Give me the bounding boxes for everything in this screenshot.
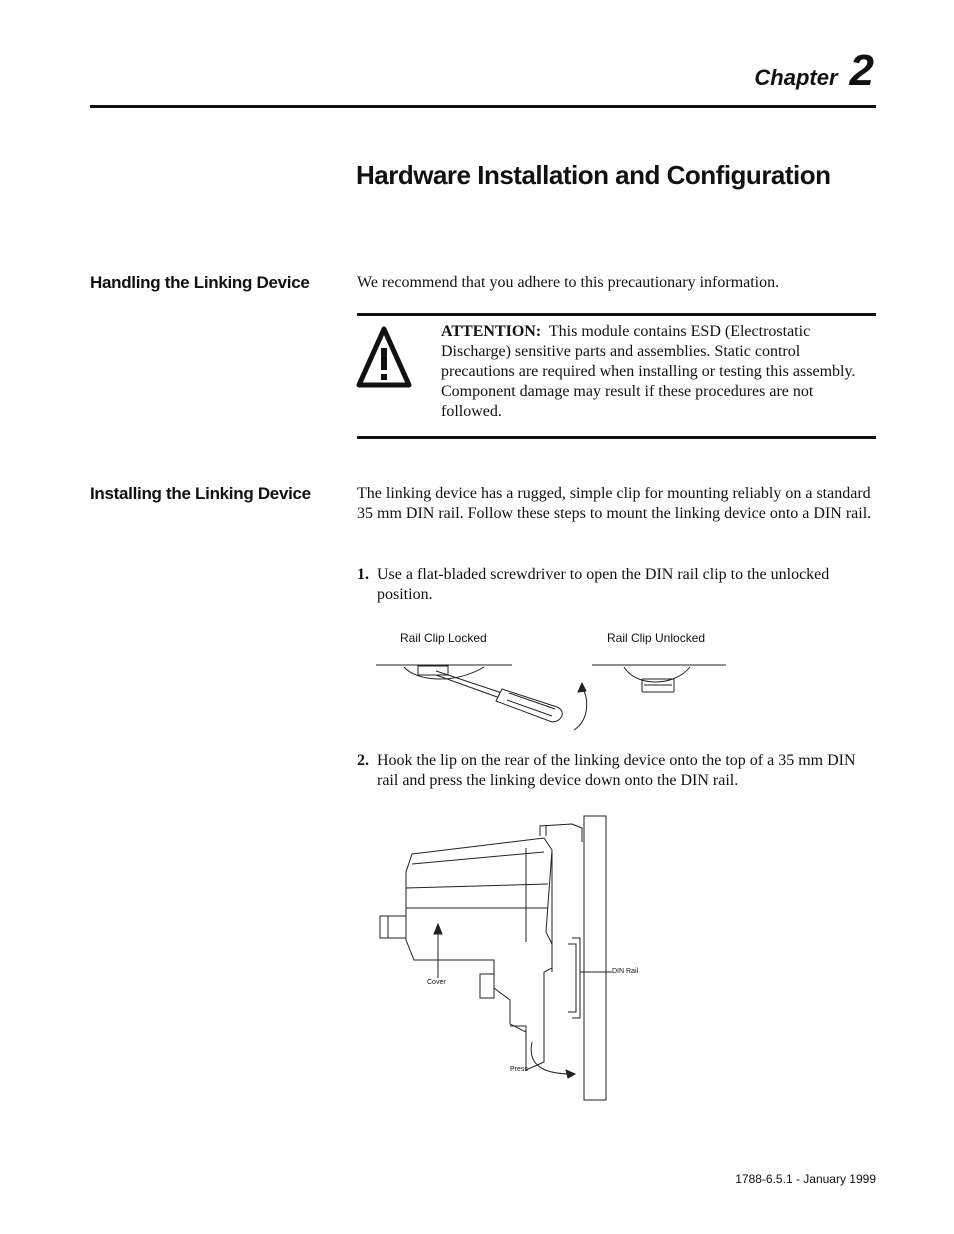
figure-label-unlocked: Rail Clip Unlocked [607,631,706,645]
attention-label: ATTENTION: [441,323,542,340]
attention-message [441,322,871,422]
chapter-number: 2 [849,46,874,95]
header-rule [90,105,876,108]
installing-intro: The linking device has a rugged, simple clip for mounting reliably on a standard 35 mm DIN rail. Follow these steps to mount the linking device onto a DIN rail. [357,485,872,522]
step-number: 2. [357,752,369,769]
attention-bottom-rule [357,436,876,439]
chapter-heading [754,46,874,96]
step-text: Use a flat-bladed screwdriver to open the DIN rail clip to the unlocked position. [377,566,830,603]
warning-triangle-icon [356,326,412,388]
attention-text: This module contains ESD (Electrostatic Discharge) sensitive parts and assemblies. Static control precautions are required when installing or testing this assembly. Component damage may result if these procedures are not followed. [441,323,856,420]
figure-label-press: Press [510,1066,528,1073]
handling-intro: We recommend that you adhere to this precautionary information. [357,274,780,291]
section-heading-handling: Handling the Linking Device [90,273,310,292]
rail-clip-figure [374,655,734,740]
din-rail-figure [376,812,616,1104]
step-1 [357,565,877,605]
page-footer: 1788-6.5.1 - January 1999 [735,1172,876,1186]
figure-label-cover: Cover [427,979,446,986]
step-text: Hook the lip on the rear of the linking device onto the top of a 35 mm DIN rail and press the linking device down onto the DIN rail. [377,752,856,789]
step-2 [357,751,877,791]
figure-label-locked: Rail Clip Locked [400,631,487,645]
attention-top-rule [357,313,876,316]
chapter-word: Chapter [754,65,838,90]
page-title: Hardware Installation and Configuration [356,160,831,190]
section-heading-installing: Installing the Linking Device [90,484,311,503]
figure-label-din-rail: DIN Rail [612,968,639,975]
step-number: 1. [357,566,369,583]
